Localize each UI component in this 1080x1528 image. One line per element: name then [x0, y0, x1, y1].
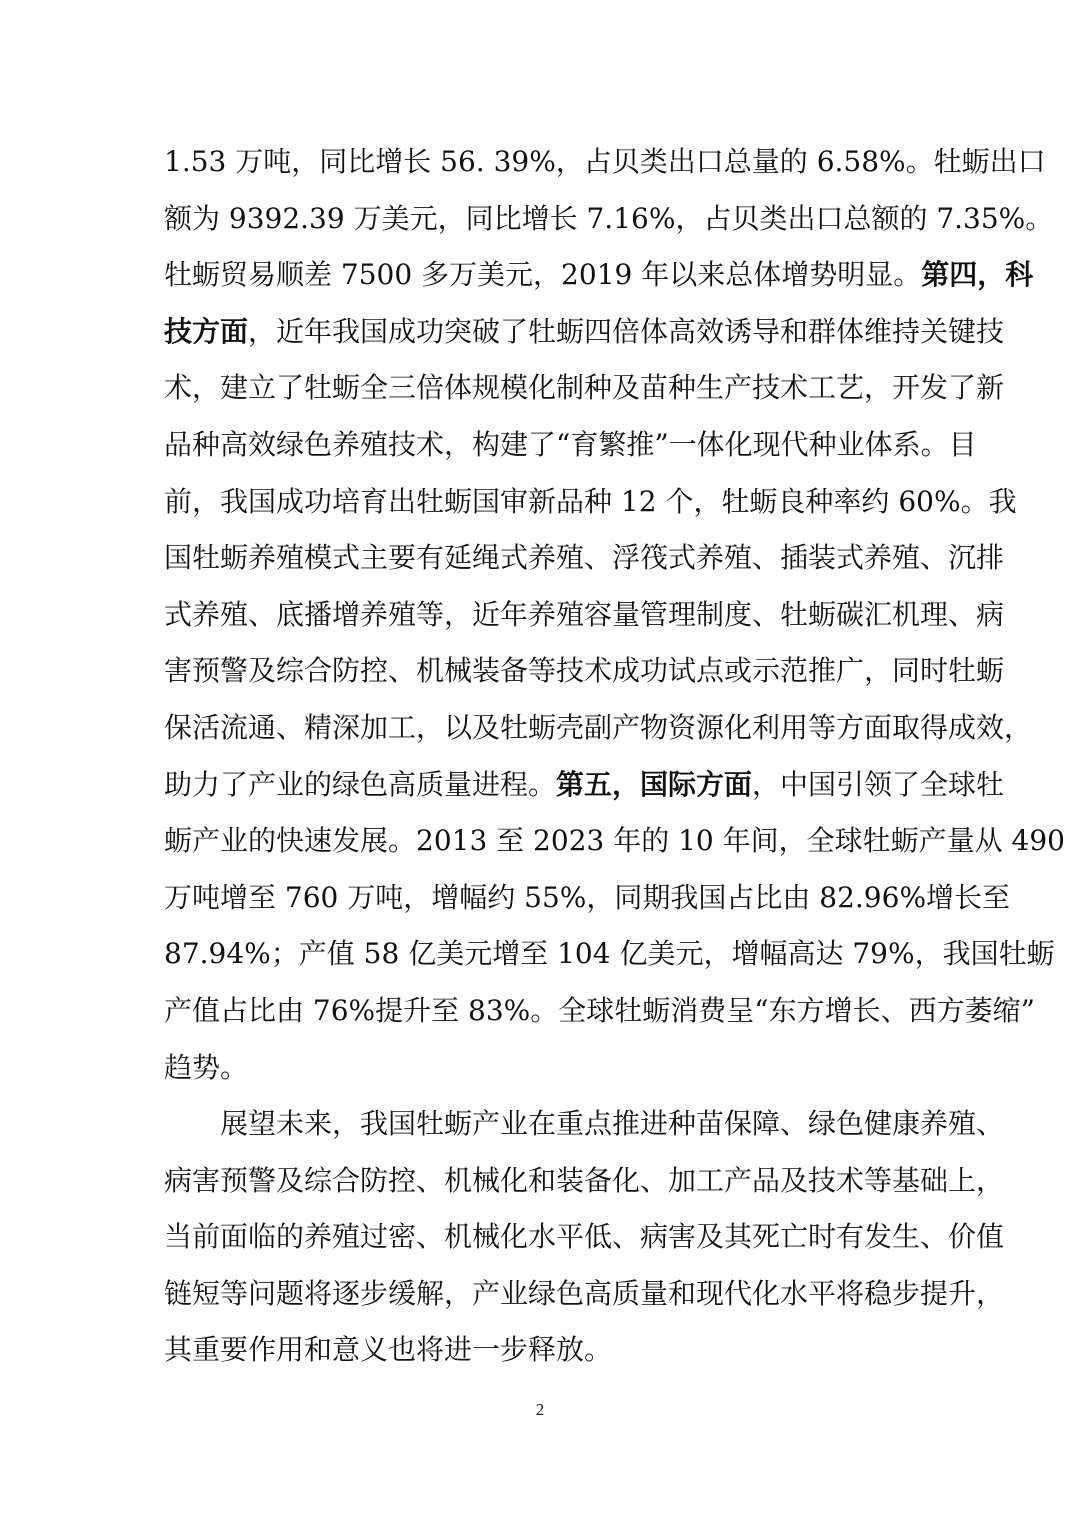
text-line: 式养殖、底播增养殖等，近年养殖容量管理制度、牡蛎碳汇机理、病	[164, 597, 1005, 631]
section-heading-text: 第五，国际方面	[556, 767, 753, 801]
page-number: 2	[535, 1400, 545, 1419]
text-run: 牡蛎贸易顺差 7500 多万美元，2019 年以来总体增势明显。	[164, 258, 922, 292]
body-text	[164, 134, 1065, 1379]
text-line: 额为 9392.39 万美元，同比增长 7.16%，占贝类出口总额的 7.35%。	[164, 201, 1054, 235]
text-line	[164, 247, 1034, 304]
text-line: 其重要作用和意义也将进一步释放。	[164, 1333, 613, 1367]
text-run: ，中国引领了全球牡	[752, 767, 1005, 801]
text-line: 87.94%；产值 58 亿美元增至 104 亿美元，增幅高达 79%，我国牡蛎	[164, 937, 1055, 971]
text-line: 品种高效绿色养殖技术，构建了“育繁推”一体化现代种业体系。目	[164, 427, 977, 461]
text-line: 前，我国成功培育出牡蛎国审新品种 12 个，牡蛎良种率约 60%。我	[164, 484, 1017, 518]
text-line: 趋势。	[164, 1050, 249, 1084]
text-line: 1.53 万吨，同比增长 56. 39%，占贝类出口总量的 6.58%。牡蛎出口	[164, 145, 1046, 178]
text-run: ，近年我国成功突破了牡蛎四倍体高效诱导和群体维持关键技	[248, 314, 1005, 348]
section-heading-text: 第四，科	[921, 258, 1034, 292]
text-line: 链短等问题将逐步缓解，产业绿色高质量和现代化水平将稳步提升，	[164, 1276, 1005, 1310]
text-line: 病害预警及综合防控、机械化和装备化、加工产品及技术等基础上，	[164, 1163, 1005, 1197]
paragraph-first-line: 展望未来，我国牡蛎产业在重点推进种苗保障、绿色健康养殖、	[220, 1107, 1005, 1141]
text-line: 蛎产业的快速发展。2013 至 2023 年的 10 年间，全球牡蛎产量从 490	[164, 824, 1065, 858]
text-line	[164, 757, 1005, 814]
text-line: 害预警及综合防控、机械装备等技术成功试点或示范推广，同时牡蛎	[164, 654, 1005, 688]
text-line: 当前面临的养殖过密、机械化水平低、病害及其死亡时有发生、价值	[164, 1220, 1005, 1254]
text-line	[164, 304, 1005, 361]
text-line: 术，建立了牡蛎全三倍体规模化制种及苗种生产技术工艺，开发了新	[164, 371, 1005, 405]
text-line: 保活流通、精深加工，以及牡蛎壳副产物资源化利用等方面取得成效，	[164, 710, 1033, 744]
text-line: 万吨增至 760 万吨，增幅约 55%，同期我国占比由 82.96%增长至	[164, 880, 1011, 914]
text-line: 国牡蛎养殖模式主要有延绳式养殖、浮筏式养殖、插装式养殖、沉排	[164, 541, 1005, 575]
text-run: 助力了产业的绿色高质量进程。	[164, 767, 557, 801]
text-line: 产值占比由 76%提升至 83%。全球牡蛎消费呈“东方增长、西方萎缩”	[164, 993, 1035, 1027]
section-heading-text: 技方面	[164, 314, 249, 348]
